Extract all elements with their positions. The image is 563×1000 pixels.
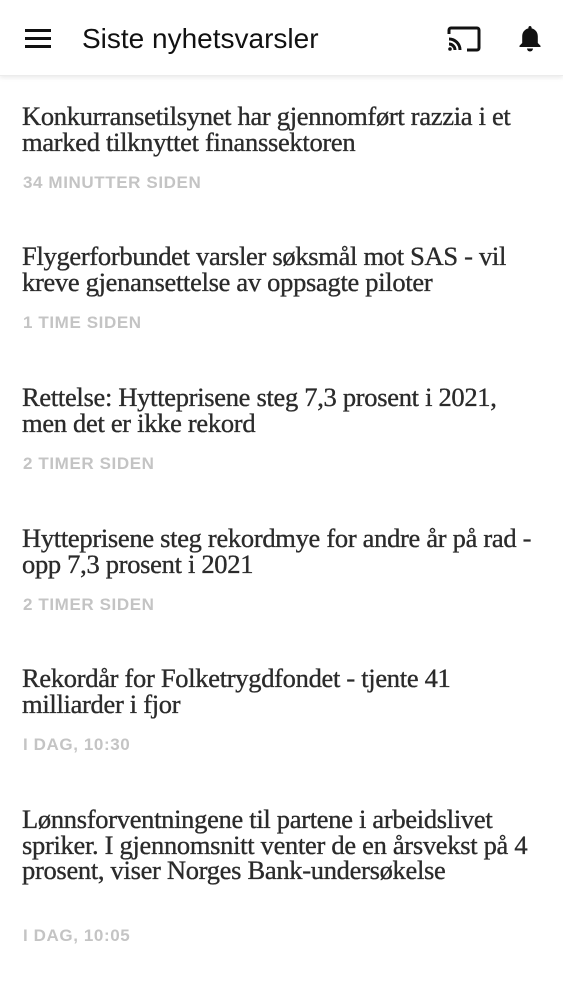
news-item[interactable] [0, 498, 563, 638]
cast-icon [447, 25, 481, 53]
news-headline: Rekordår for Folketrygdfondet - tjente 41 milliarder i fjor [22, 663, 451, 719]
news-headline: Rettelse: Hytteprisene steg 7,3 prosent i 2021, men det er ikke rekord [22, 382, 497, 438]
news-timestamp: 1 TIME SIDEN [23, 313, 142, 332]
news-headline: Konkurransetilsynet har gjennomført razzia i et marked tilknyttet finanssektoren [22, 101, 511, 157]
news-item[interactable] [0, 216, 563, 357]
notifications-button[interactable] [508, 18, 552, 58]
page-title: Siste nyhetsvarsler [82, 23, 319, 54]
hamburger-menu-icon [24, 27, 52, 49]
cast-button[interactable] [440, 20, 488, 58]
news-item[interactable] [0, 638, 563, 779]
news-headline: Hytteprisene steg rekordmye for andre år på rad - opp 7,3 prosent i 2021 [22, 523, 532, 579]
news-timestamp: I DAG, 10:30 [23, 735, 131, 754]
news-timestamp: I DAG, 10:05 [23, 926, 131, 945]
news-headline: Flygerforbundet varsler søksmål mot SAS - vil kreve gjenansettelse av oppsagte piloter [22, 241, 507, 297]
news-timestamp: 2 TIMER SIDEN [23, 454, 155, 473]
news-item[interactable] [0, 357, 563, 498]
news-timestamp: 34 MINUTTER SIDEN [23, 173, 202, 192]
news-item[interactable] [0, 76, 563, 216]
app-header [0, 0, 563, 76]
news-item[interactable] [0, 779, 563, 979]
news-timestamp: 2 TIMER SIDEN [23, 595, 155, 614]
menu-button[interactable] [16, 20, 60, 56]
bell-icon [518, 24, 542, 52]
news-headline: Lønnsforventningene til partene i arbeidslivet spriker. I gjennomsnitt venter de en årsvekst på 4 prosent, viser Norges Bank-undersøkelse [22, 804, 528, 885]
